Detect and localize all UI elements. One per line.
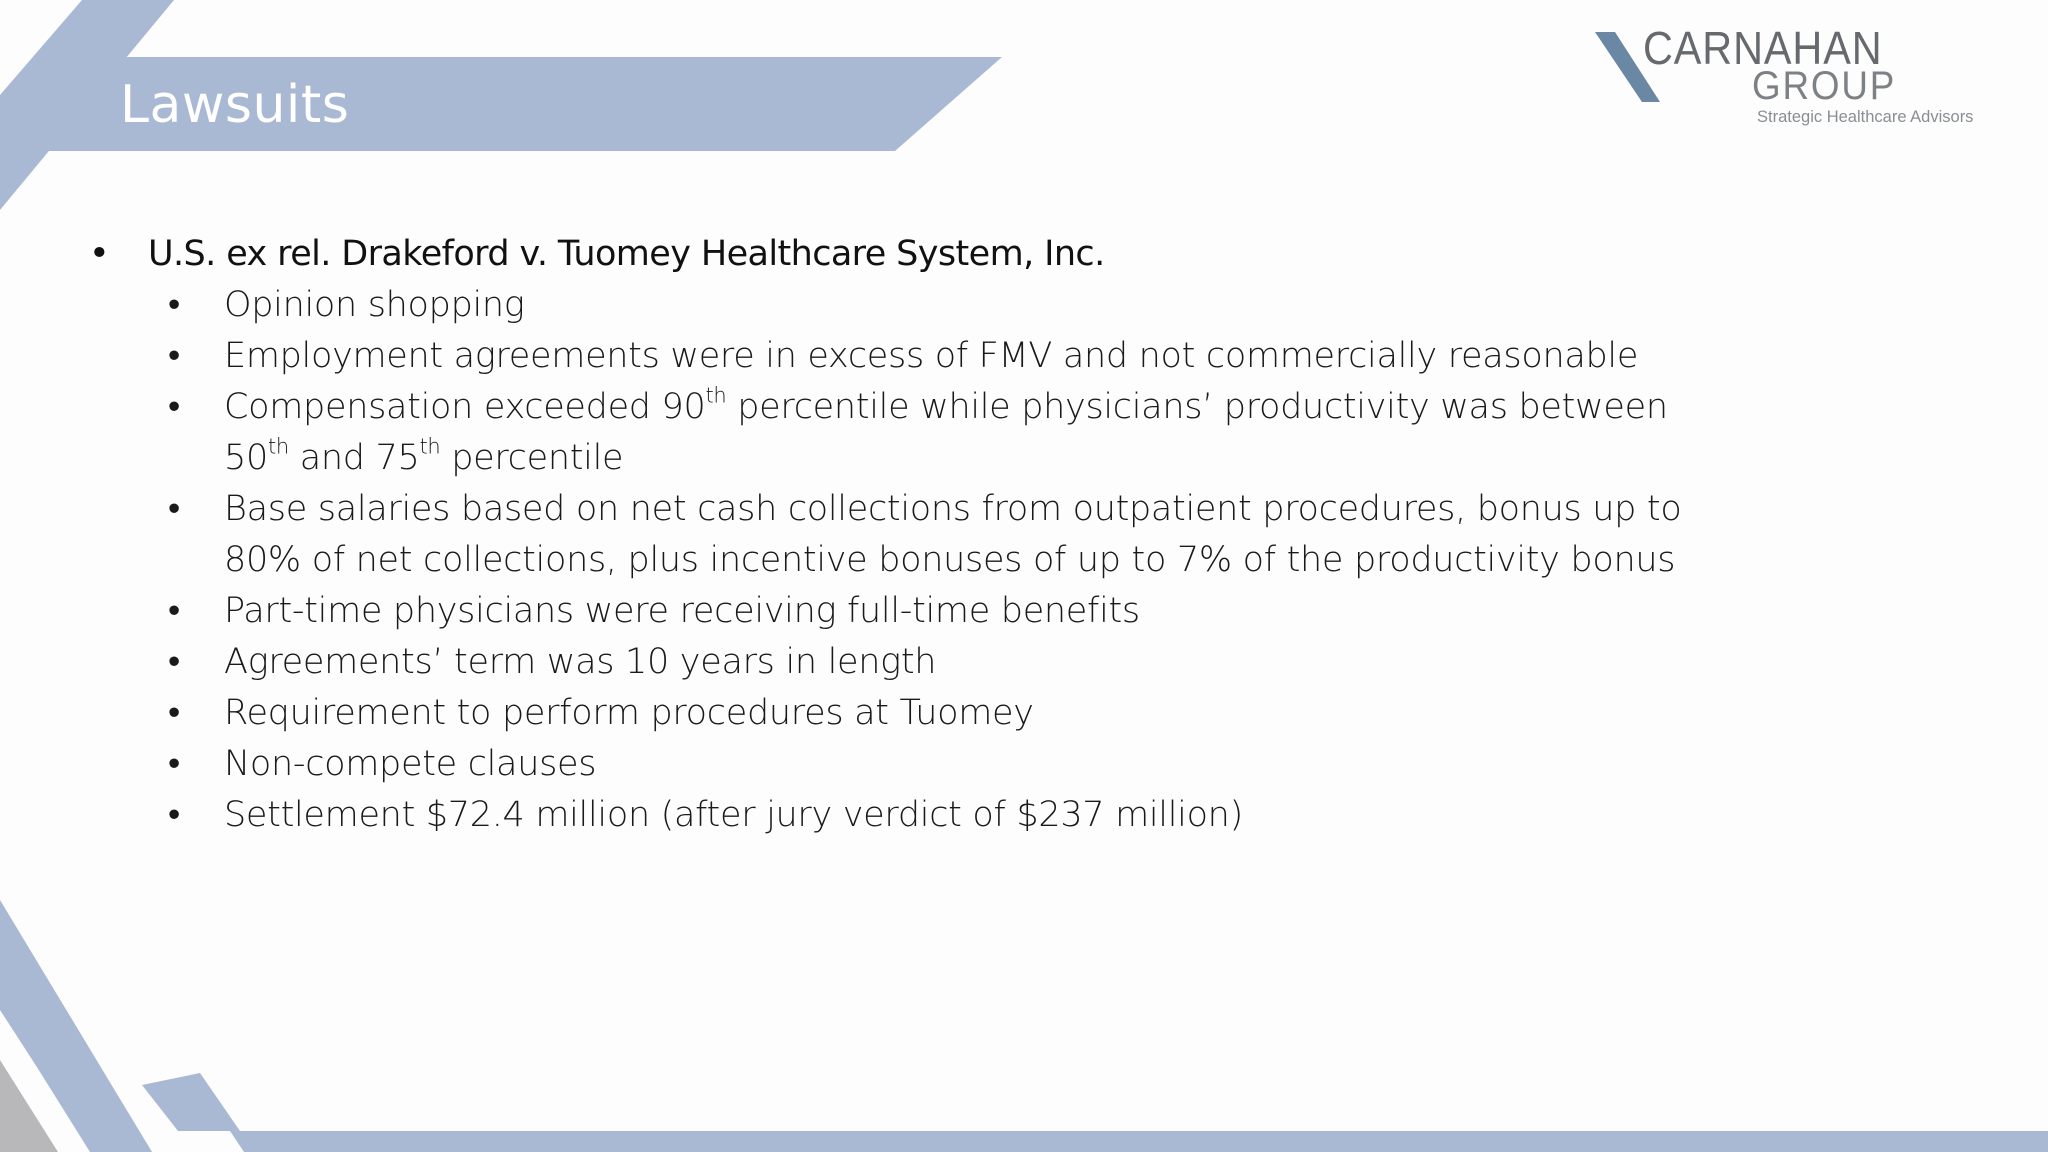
superscript: th <box>267 434 289 459</box>
bottom-strip <box>230 1131 2048 1152</box>
text-run: and 75 <box>288 438 420 478</box>
sub-bullet <box>84 790 1704 841</box>
sub-bullet-text: Settlement $72.4 million (after jury verdict of $237 million) <box>224 795 1243 835</box>
sub-bullet-text: Employment agreements were in excess of FMV and not commercially reasonable <box>224 336 1639 376</box>
logo-tagline: Strategic Healthcare Advisors <box>1757 108 1974 126</box>
bullet-icon: • <box>168 489 180 529</box>
main-bullet <box>84 228 1684 280</box>
sub-bullet-text <box>224 383 1668 478</box>
bullet-icon: • <box>168 336 180 376</box>
logo-group: GROUP <box>1752 64 1897 108</box>
logo-name: CARNAHAN <box>1643 22 1883 74</box>
sub-bullet <box>84 637 1704 688</box>
superscript: th <box>419 434 441 459</box>
sub-bullet <box>84 739 1704 790</box>
sub-bullet <box>84 484 1704 586</box>
sub-bullet-text: Agreements’ term was 10 years in length <box>224 642 937 682</box>
sub-bullet <box>84 688 1704 739</box>
company-logo <box>1595 24 2015 134</box>
sub-bullet <box>84 280 1704 331</box>
sub-bullet <box>84 382 1704 484</box>
sub-bullet-text: Part-time physicians were receiving full-time benefits <box>224 591 1140 631</box>
bullet-icon: • <box>168 285 180 325</box>
slide-content <box>84 228 1684 841</box>
bullet-icon: • <box>168 642 180 682</box>
sub-bullet-text: Requirement to perform procedures at Tuomey <box>224 693 1034 733</box>
bullet-icon: • <box>168 591 180 631</box>
superscript: th <box>705 383 727 408</box>
sub-bullet-text: Base salaries based on net cash collections from outpatient procedures, bonus up to 80% of net collections, plus incentive bonuses of up to 7% of the productivity bonus <box>224 489 1682 580</box>
sub-bullet-text: Non-compete clauses <box>224 744 597 784</box>
bullet-icon: • <box>168 693 180 733</box>
bullet-icon: • <box>168 744 180 784</box>
sub-bullet <box>84 331 1704 382</box>
bullet-icon: • <box>88 234 110 274</box>
sub-bullet <box>84 586 1704 637</box>
text-run: percentile <box>440 438 624 478</box>
bottom-small-block <box>142 1073 240 1131</box>
slide-title: Lawsuits <box>120 75 350 135</box>
bullet-icon: • <box>168 795 180 835</box>
text-run: Compensation exceeded 90 <box>224 387 706 427</box>
main-bullet-text: U.S. ex rel. Drakeford v. Tuomey Healthcare System, Inc. <box>148 234 1105 274</box>
text-run: percentile while physicians’ productivity was between 50 <box>224 387 1668 478</box>
bullet-icon: • <box>168 387 180 427</box>
sub-bullet-text: Opinion shopping <box>224 285 525 325</box>
